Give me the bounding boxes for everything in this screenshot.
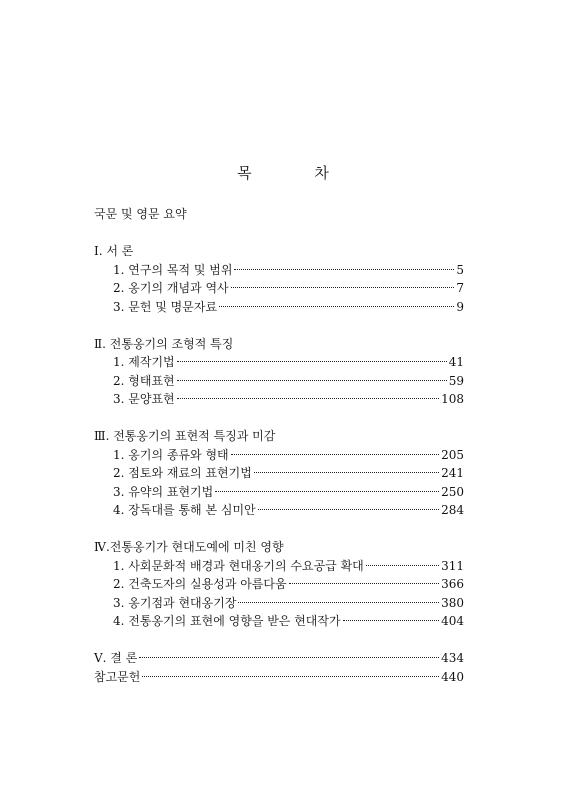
leader-dots bbox=[258, 509, 439, 510]
toc-entry[interactable] bbox=[94, 279, 464, 298]
toc-entry[interactable] bbox=[94, 483, 464, 502]
toc-entry-label: 2. 형태표현 bbox=[113, 373, 175, 388]
toc-entry-label: 4. 장독대를 통해 본 심미안 bbox=[113, 503, 256, 517]
toc-entry-page: 284 bbox=[441, 503, 464, 517]
leader-dots bbox=[231, 454, 439, 455]
toc-entry-label: 3. 문양표현 bbox=[113, 392, 175, 406]
toc-entry-label: 3. 옹기점과 현대옹기장 bbox=[113, 595, 237, 610]
toc-entry-page: 311 bbox=[441, 558, 464, 573]
leader-dots bbox=[366, 565, 439, 566]
toc-heading-label: 국문 및 영문 요약 bbox=[94, 207, 187, 221]
toc-entry-label: 1. 제작기법 bbox=[113, 355, 175, 369]
leader-dots bbox=[177, 361, 447, 362]
toc-entry-label: 2. 점토와 재료의 표현기법 bbox=[113, 466, 252, 480]
toc-section-1-heading[interactable] bbox=[94, 242, 464, 261]
leader-dots bbox=[139, 657, 439, 658]
leader-dots bbox=[231, 287, 454, 288]
leader-dots bbox=[177, 380, 447, 381]
toc-entry-label: 4. 전통옹기의 표현에 영향을 받은 현대작가 bbox=[113, 614, 341, 628]
toc-entry[interactable] bbox=[94, 464, 464, 483]
toc-references[interactable] bbox=[94, 668, 464, 687]
page-title bbox=[0, 162, 566, 183]
toc-entry-page: 7 bbox=[456, 281, 464, 295]
leader-dots bbox=[219, 306, 454, 307]
toc-entry-label: 1. 사회문화적 배경과 현대옹기의 수요공급 확대 bbox=[113, 558, 364, 573]
toc-entry-page: 434 bbox=[441, 651, 464, 665]
toc-entry-page: 41 bbox=[448, 355, 464, 369]
leader-dots bbox=[343, 620, 440, 621]
toc-entry-page: 366 bbox=[441, 577, 464, 591]
toc-entry-page: 250 bbox=[441, 484, 464, 499]
title-right-char: 차 bbox=[314, 164, 329, 182]
toc-heading-label: Ⅳ.전통옹기가 현대도예에 미친 영향 bbox=[94, 540, 284, 554]
leader-dots bbox=[234, 269, 454, 270]
toc-section-3-heading[interactable] bbox=[94, 427, 464, 446]
toc-section-2-heading[interactable] bbox=[94, 335, 464, 354]
toc-entry[interactable] bbox=[94, 298, 464, 317]
title-left-char: 목 bbox=[237, 164, 252, 182]
table-of-contents bbox=[94, 205, 464, 686]
toc-conclusion[interactable] bbox=[94, 649, 464, 668]
toc-entry-label: 참고문헌 bbox=[94, 669, 141, 684]
toc-entry[interactable] bbox=[94, 372, 464, 391]
leader-dots bbox=[177, 398, 439, 399]
toc-entry-page: 9 bbox=[456, 299, 464, 314]
toc-entry-label: 3. 유약의 표현기법 bbox=[113, 484, 214, 499]
toc-entry-label: 1. 연구의 목적 및 범위 bbox=[113, 262, 233, 277]
leader-dots bbox=[142, 676, 439, 677]
toc-entry-page: 380 bbox=[441, 595, 464, 610]
toc-entry-page: 5 bbox=[456, 262, 464, 277]
toc-entry-page: 59 bbox=[448, 373, 464, 388]
toc-entry-page: 404 bbox=[441, 614, 464, 628]
toc-entry[interactable] bbox=[94, 390, 464, 409]
toc-entry[interactable] bbox=[94, 612, 464, 631]
toc-heading-label: Ⅰ. 서 론 bbox=[94, 244, 134, 258]
leader-dots bbox=[238, 602, 439, 603]
leader-dots bbox=[289, 583, 440, 584]
toc-entry-label: 2. 건축도자의 실용성과 아름다움 bbox=[113, 577, 287, 591]
toc-section-4-heading[interactable] bbox=[94, 538, 464, 557]
leader-dots bbox=[215, 491, 439, 492]
toc-heading-label: Ⅱ. 전통옹기의 조형적 특징 bbox=[94, 336, 234, 351]
toc-entry-page: 241 bbox=[441, 466, 464, 480]
toc-entry[interactable] bbox=[94, 501, 464, 520]
toc-entry-label: 3. 문헌 및 명문자료 bbox=[113, 299, 218, 314]
toc-entry-label: 1. 옹기의 종류와 형태 bbox=[113, 447, 229, 462]
toc-entry[interactable] bbox=[94, 575, 464, 594]
toc-entry[interactable] bbox=[94, 446, 464, 465]
toc-entry[interactable] bbox=[94, 594, 464, 613]
toc-entry-label: Ⅴ. 결 론 bbox=[94, 651, 138, 665]
toc-entry-page: 440 bbox=[441, 669, 464, 684]
toc-entry-page: 205 bbox=[441, 447, 464, 462]
toc-summary-heading[interactable] bbox=[94, 205, 464, 224]
leader-dots bbox=[254, 472, 439, 473]
toc-entry-page: 108 bbox=[441, 392, 464, 406]
toc-entry-label: 2. 옹기의 개념과 역사 bbox=[113, 281, 229, 295]
toc-entry[interactable] bbox=[94, 261, 464, 280]
toc-entry[interactable] bbox=[94, 557, 464, 576]
toc-heading-label: Ⅲ. 전통옹기의 표현적 특징과 미감 bbox=[94, 429, 276, 443]
toc-entry[interactable] bbox=[94, 353, 464, 372]
